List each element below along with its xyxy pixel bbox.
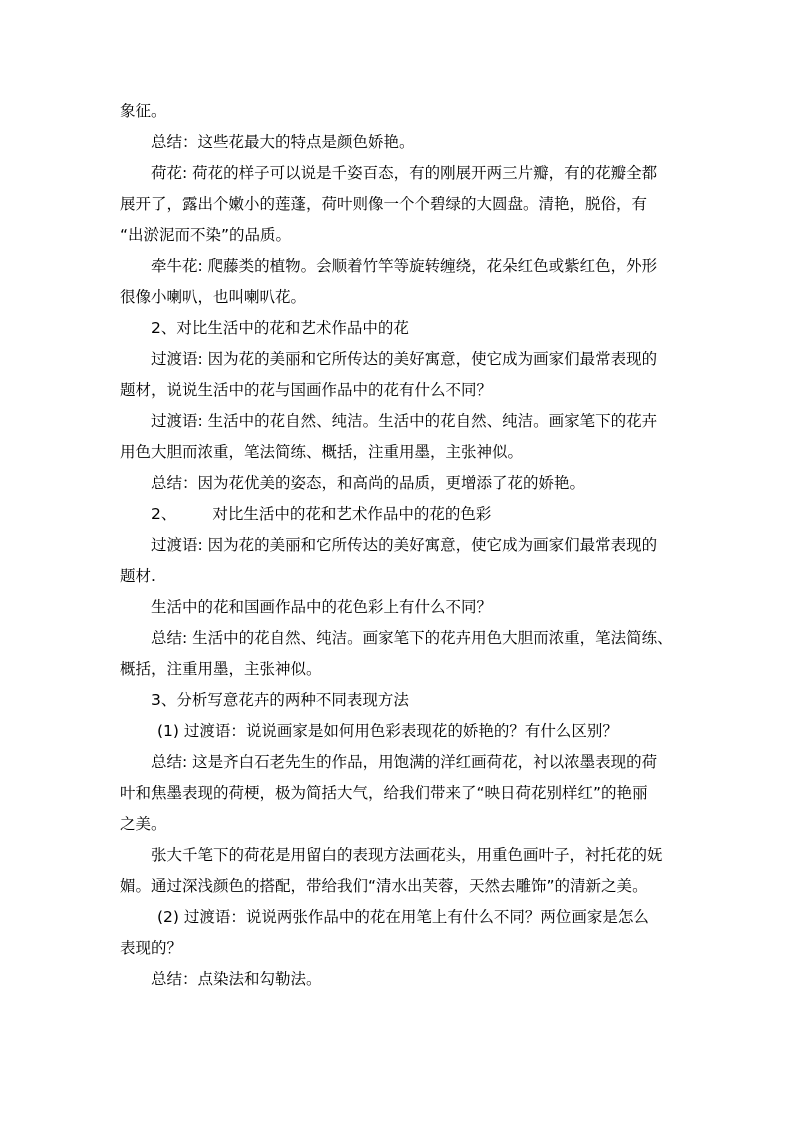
text-line: 用色大胆而浓重，笔法简练、概括，注重用墨，主张神似。 bbox=[120, 443, 524, 461]
heading-compare-flowers bbox=[120, 313, 676, 344]
text-line: 概括，注重用墨，主张神似。 bbox=[120, 660, 322, 678]
paragraph-summary-elegance bbox=[120, 468, 676, 499]
text-line: 过渡语: 生活中的花自然、纯洁。生活中的花自然、纯洁。画家笔下的花卉 bbox=[151, 412, 658, 430]
paragraph-transition-3 bbox=[120, 530, 676, 592]
text-line: 牵牛花: 爬藤类的植物。会顺着竹竿等旋转缠绕，花朵红色或紫红色，外形 bbox=[151, 257, 658, 275]
text-line: “出淤泥而不染”的品质。 bbox=[120, 226, 292, 244]
text-line: 表现的？ bbox=[120, 939, 183, 957]
heading-analyze-methods bbox=[120, 685, 676, 716]
paragraph-question-colors bbox=[120, 592, 676, 623]
text-line: (1) 过渡语：说说画家是如何用色彩表现花的娇艳的？有什么区别？ bbox=[157, 722, 618, 740]
text-line: (2) 过渡语：说说两张作品中的花在用笔上有什么不同？两位画家是怎么 bbox=[157, 908, 649, 926]
text-line: 题材. bbox=[120, 567, 156, 585]
paragraph-summary-colors-2 bbox=[120, 623, 676, 685]
paragraph-lotus bbox=[120, 158, 676, 251]
text-line: 叶和焦墨表现的荷梗，极为简括大气，给我们带来了“映日荷花别样红”的艳丽 bbox=[120, 784, 648, 802]
text-line: 过渡语: 因为花的美丽和它所传达的美好寓意，使它成为画家们最常表现的 bbox=[151, 350, 658, 368]
text-line: 过渡语: 因为花的美丽和它所传达的美好寓意，使它成为画家们最常表现的 bbox=[151, 536, 658, 554]
text-line: 2、对比生活中的花和艺术作品中的花 bbox=[151, 319, 409, 337]
text-line: 很像小喇叭，也叫喇叭花。 bbox=[120, 288, 307, 306]
text-line: 总结：这些花最大的特点是颜色娇艳。 bbox=[151, 133, 415, 151]
paragraph-summary-techniques bbox=[120, 964, 676, 995]
paragraph-symbol-end bbox=[120, 96, 676, 127]
text-line: 总结：因为花优美的姿态，和高尚的品质，更增添了花的娇艳。 bbox=[151, 474, 586, 492]
text-line: 之美。 bbox=[120, 815, 167, 833]
paragraph-transition-2 bbox=[120, 406, 676, 468]
text-line: 媚。通过深浅颜色的搭配，带给我们“清水出芙蓉，天然去雕饰”的清新之美。 bbox=[120, 877, 648, 895]
paragraph-morning-glory bbox=[120, 251, 676, 313]
document-page bbox=[120, 96, 676, 995]
paragraph-transition-1 bbox=[120, 344, 676, 406]
text-line: 总结: 这是齐白石老先生的作品，用饱满的洋红画荷花，衬以浓墨表现的荷 bbox=[151, 753, 658, 771]
text-line: 总结: 生活中的花自然、纯洁。画家笔下的花卉用色大胆而浓重，笔法简练、 bbox=[151, 629, 673, 647]
text-line: 象征。 bbox=[120, 102, 167, 120]
text-line: 题材，说说生活中的花与国画作品中的花有什么不同？ bbox=[120, 381, 493, 399]
text-line: 总结：点染法和勾勒法。 bbox=[151, 970, 322, 988]
heading-compare-colors bbox=[120, 499, 676, 530]
text-line: 生活中的花和国画作品中的花色彩上有什么不同？ bbox=[151, 598, 493, 616]
paragraph-summary-qi-baishi bbox=[120, 747, 676, 840]
text-line: 展开了，露出个嫩小的莲蓬，荷叶则像一个个碧绿的大圆盘。清艳，脱俗，有 bbox=[120, 195, 648, 213]
list-number: 2、 bbox=[151, 505, 177, 523]
paragraph-summary-colors bbox=[120, 127, 676, 158]
paragraph-subpoint-1 bbox=[120, 716, 676, 747]
text-line: 3、分析写意花卉的两种不同表现方法 bbox=[151, 691, 409, 709]
text-line: 荷花: 荷花的样子可以说是千姿百态，有的刚展开两三片瓣，有的花瓣全都 bbox=[151, 164, 658, 182]
paragraph-zhang-daqian bbox=[120, 840, 676, 902]
paragraph-subpoint-2 bbox=[120, 902, 676, 964]
text-line: 张大千笔下的荷花是用留白的表现方法画花头，用重色画叶子，衬托花的妩 bbox=[151, 846, 663, 864]
text-line bbox=[120, 499, 676, 530]
heading-text: 对比生活中的花和艺术作品中的花的色彩 bbox=[212, 505, 492, 523]
